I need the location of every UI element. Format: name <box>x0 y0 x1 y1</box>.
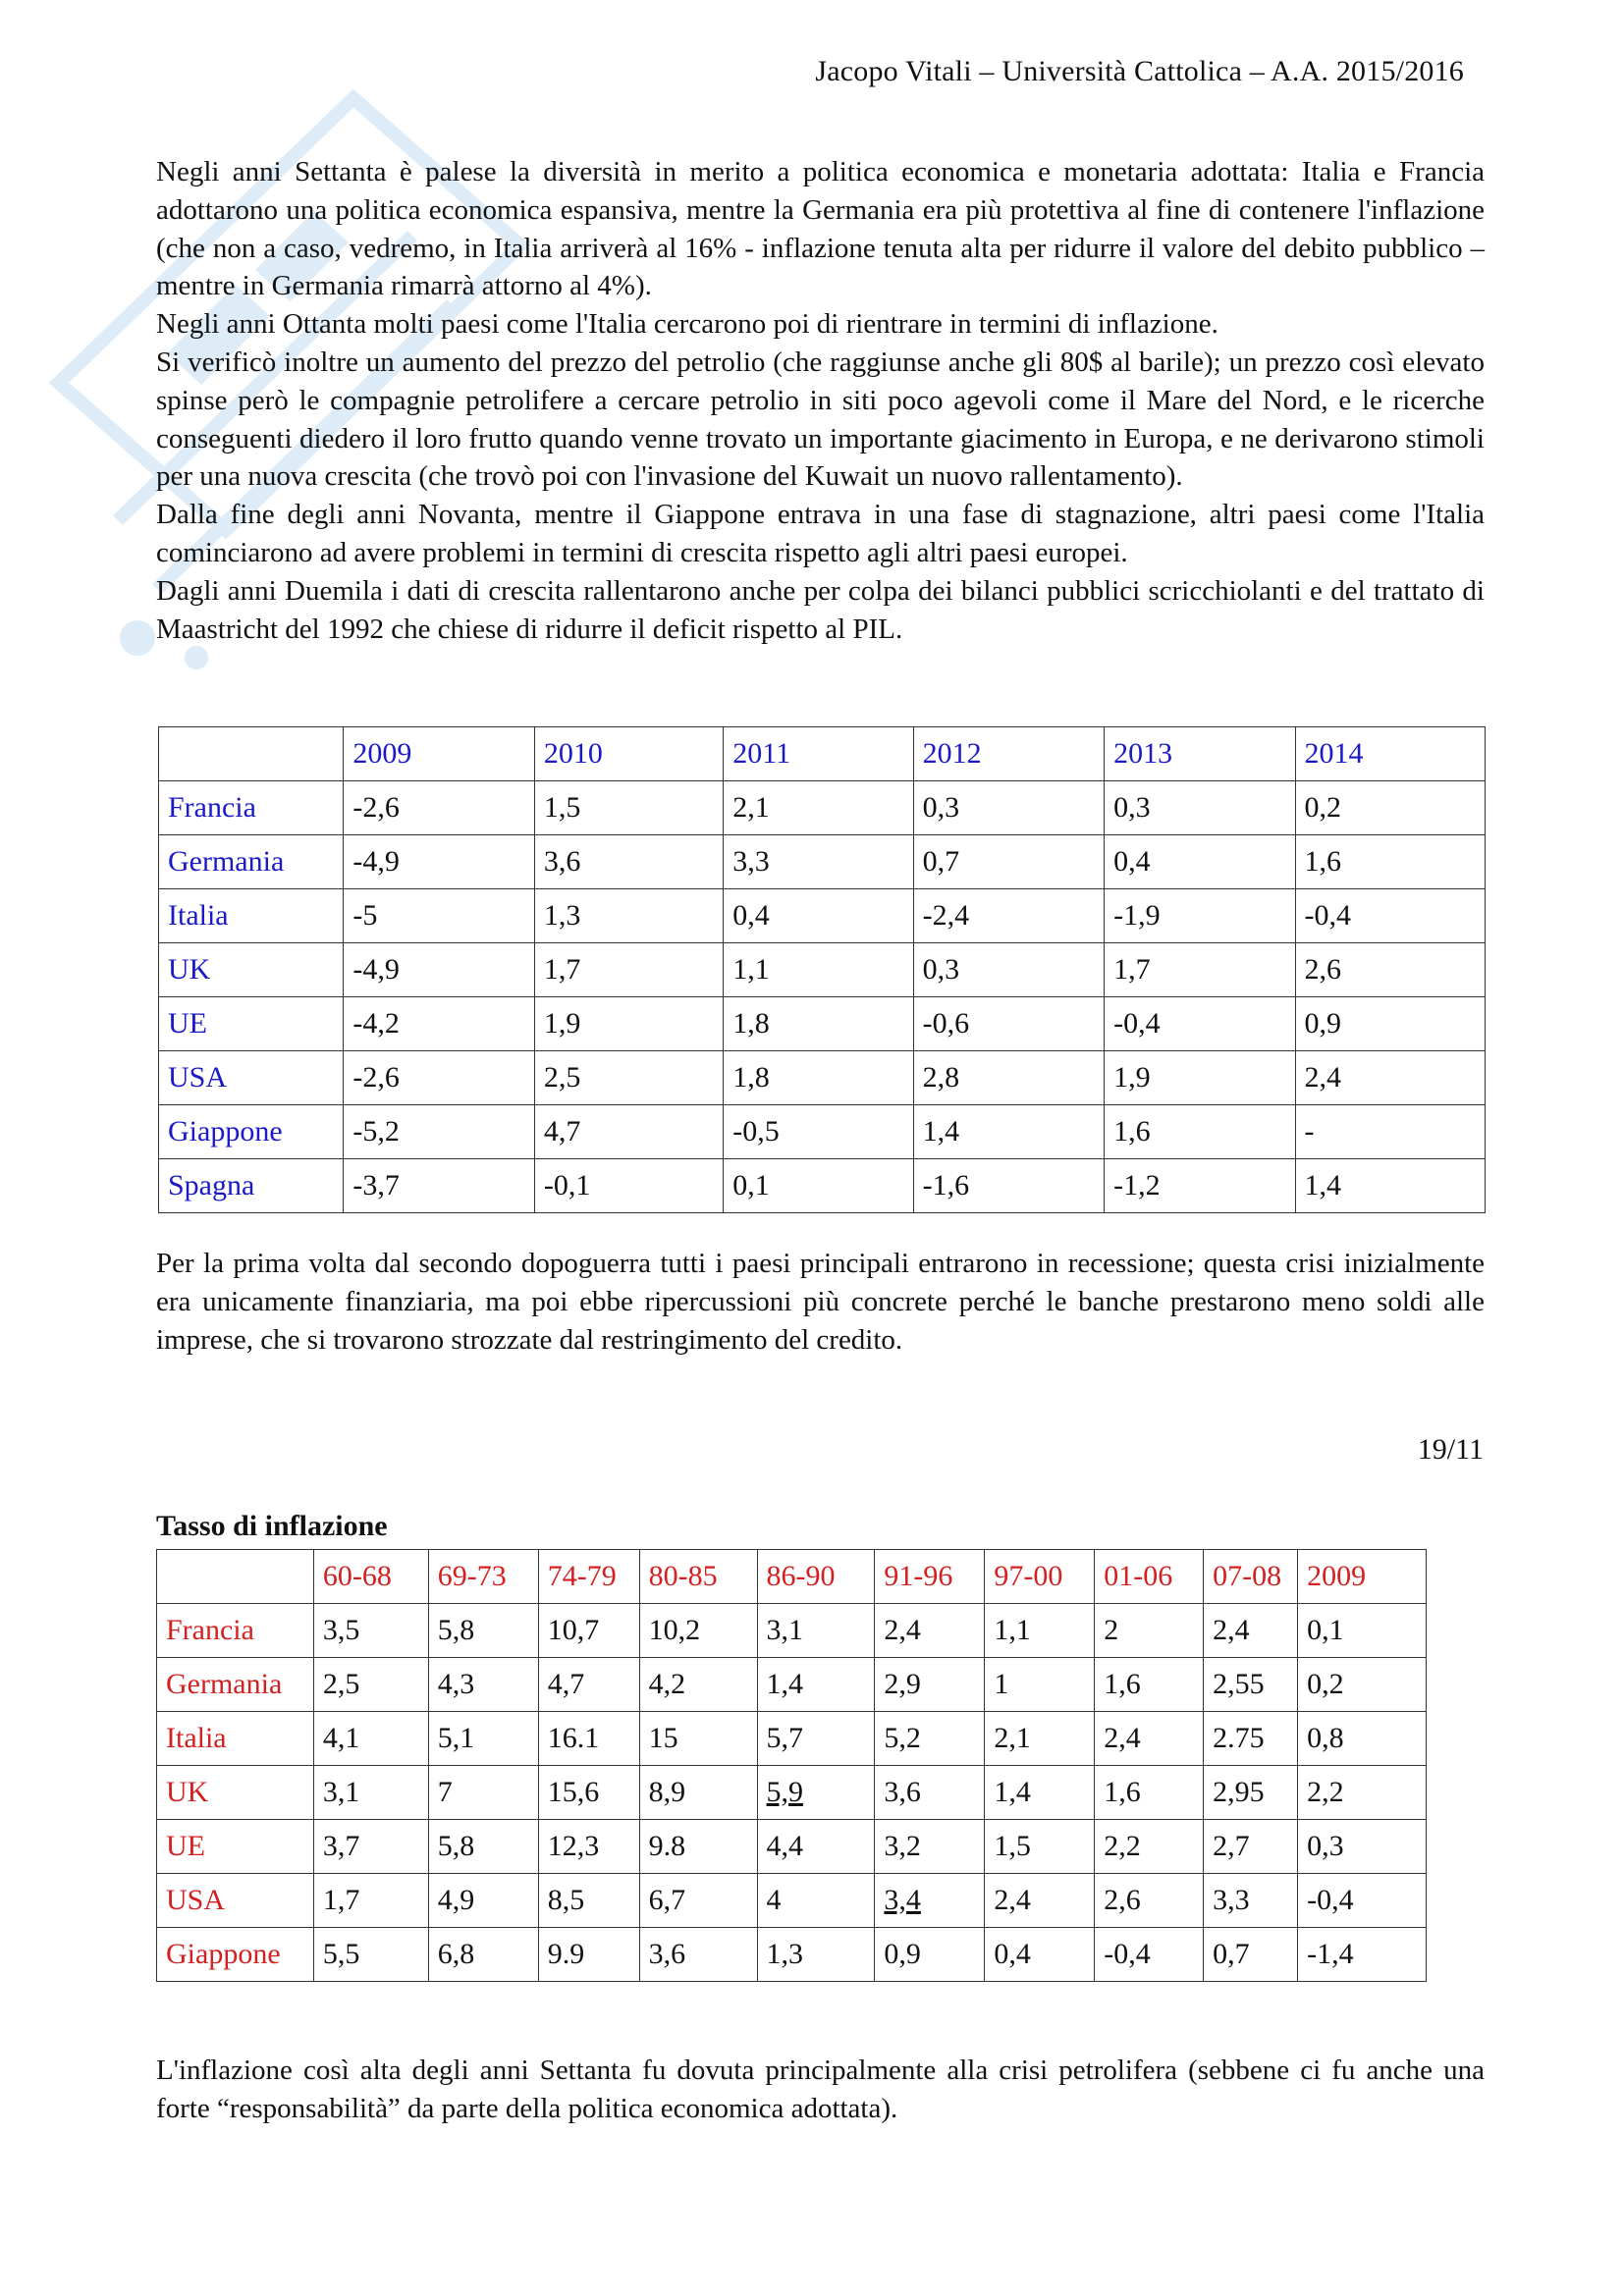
table-cell: 1,6 <box>1295 835 1485 889</box>
table-cell: 12,3 <box>538 1820 639 1874</box>
row-header: UK <box>159 943 344 997</box>
table-cell: 2,4 <box>985 1874 1095 1928</box>
table-row <box>157 1928 1427 1982</box>
table-cell: 0,2 <box>1298 1658 1427 1712</box>
table-cell: 2,2 <box>1298 1766 1427 1820</box>
table-cell: 2,4 <box>875 1604 985 1658</box>
table-corner-cell <box>159 727 344 781</box>
table-row <box>159 835 1486 889</box>
table-cell: 3,2 <box>875 1820 985 1874</box>
table-row <box>157 1604 1427 1658</box>
row-header: Germania <box>157 1658 314 1712</box>
recession-text <box>156 1245 1485 1359</box>
table-header-row <box>159 727 1486 781</box>
column-header: 80-85 <box>639 1550 757 1604</box>
table-cell: 3,5 <box>313 1604 428 1658</box>
table-cell: 5,2 <box>875 1712 985 1766</box>
table-cell: -1,4 <box>1298 1928 1427 1982</box>
table-cell: 1,3 <box>534 889 723 943</box>
table-cell: 1,8 <box>724 997 913 1051</box>
table-cell: 0,7 <box>913 835 1104 889</box>
table-cell: 2,2 <box>1095 1820 1204 1874</box>
row-header: UK <box>157 1766 314 1820</box>
growth-table <box>158 726 1486 1213</box>
table-cell: 0,7 <box>1204 1928 1298 1982</box>
row-header: Giappone <box>157 1928 314 1982</box>
table-cell: 1,1 <box>724 943 913 997</box>
table-cell: -0,4 <box>1095 1928 1204 1982</box>
table-cell: -0,5 <box>724 1105 913 1159</box>
table-cell: 1,4 <box>757 1658 875 1712</box>
inflation-table-title: Tasso di inflazione <box>156 1510 388 1542</box>
table-corner-cell <box>157 1550 314 1604</box>
table-row <box>159 997 1486 1051</box>
paragraph: L'inflazione così alta degli anni Settanta fu dovuta principalmente alla crisi petrolifera (sebbene ci fu anche una forte “responsabilità” da parte della politica economica adottata). <box>156 2055 1485 2124</box>
table-cell: 7 <box>428 1766 538 1820</box>
column-header: 01-06 <box>1095 1550 1204 1604</box>
column-header: 97-00 <box>985 1550 1095 1604</box>
table-cell: 2,55 <box>1204 1658 1298 1712</box>
column-header: 74-79 <box>538 1550 639 1604</box>
table-cell: 1,6 <box>1095 1766 1204 1820</box>
table-row <box>157 1820 1427 1874</box>
table-row <box>159 889 1486 943</box>
row-header: USA <box>159 1051 344 1105</box>
table-cell: 15 <box>639 1712 757 1766</box>
table-cell: 2,1 <box>985 1712 1095 1766</box>
column-header: 07-08 <box>1204 1550 1298 1604</box>
table-cell: 5,1 <box>428 1712 538 1766</box>
row-header: Germania <box>159 835 344 889</box>
table-cell: 4,4 <box>757 1820 875 1874</box>
table-cell: 2,4 <box>1204 1604 1298 1658</box>
table-row <box>159 1051 1486 1105</box>
table-cell: -4,9 <box>344 943 534 997</box>
row-header: UE <box>157 1820 314 1874</box>
paragraph: Negli anni Settanta è palese la diversità in merito a politica economica e monetaria adottata: Italia e Francia adottarono una politica economica espansiva, mentre la Germania era più protettiva al fine di contenere l'inflazione (che non a caso, vedremo, in Italia arriverà al 16% - inflazione tenuta alta per ridurre il valore del debito pubblico – mentre in Germania rimarrà attorno al 4%). <box>156 156 1485 302</box>
table-cell: 4,2 <box>639 1658 757 1712</box>
table-cell: -2,4 <box>913 889 1104 943</box>
table-cell: 1,9 <box>1105 1051 1295 1105</box>
row-header: Spagna <box>159 1159 344 1213</box>
inflation-text <box>156 2052 1485 2128</box>
table-cell: -1,6 <box>913 1159 1104 1213</box>
table-cell: 0,1 <box>724 1159 913 1213</box>
table-cell: -3,7 <box>344 1159 534 1213</box>
column-header: 91-96 <box>875 1550 985 1604</box>
table-cell: 5,8 <box>428 1604 538 1658</box>
table-cell: 4,7 <box>538 1658 639 1712</box>
table-row <box>159 1105 1486 1159</box>
table-cell: 0,9 <box>875 1928 985 1982</box>
paragraph: Dalla fine degli anni Novanta, mentre il Giappone entrava in una fase di stagnazione, altri paesi come l'Italia cominciarono ad avere problemi in termini di crescita rispetto agli altri paesi europei. <box>156 499 1485 568</box>
table-cell: 0,3 <box>913 943 1104 997</box>
table-cell: 6,7 <box>639 1874 757 1928</box>
table-cell: 4 <box>757 1874 875 1928</box>
column-header: 2013 <box>1105 727 1295 781</box>
table-cell: 5,9 <box>757 1766 875 1820</box>
column-header: 2009 <box>1298 1550 1427 1604</box>
paragraph: Per la prima volta dal secondo dopoguerra tutti i paesi principali entrarono in recessione; questa crisi inizialmente era unicamente finanziaria, ma poi ebbe ripercussioni più concrete perché le banche prestarono meno soldi alle imprese, che si trovarono strozzate dal restringimento del credito. <box>156 1248 1485 1356</box>
lecture-date: 19/11 <box>1417 1433 1484 1466</box>
row-header: Francia <box>157 1604 314 1658</box>
table-cell: -5,2 <box>344 1105 534 1159</box>
table-row <box>159 943 1486 997</box>
table-cell: 2,5 <box>313 1658 428 1712</box>
table-cell: 1,7 <box>1105 943 1295 997</box>
table-cell: 1,6 <box>1095 1658 1204 1712</box>
row-header: UE <box>159 997 344 1051</box>
table-cell: 0,3 <box>1298 1820 1427 1874</box>
table-cell: 3,6 <box>639 1928 757 1982</box>
table-cell: 3,1 <box>757 1604 875 1658</box>
table-cell: 2,4 <box>1095 1712 1204 1766</box>
table-cell: -0,4 <box>1105 997 1295 1051</box>
table-cell: 2,4 <box>1295 1051 1485 1105</box>
table-cell: 1,7 <box>534 943 723 997</box>
row-header: Italia <box>159 889 344 943</box>
column-header: 2010 <box>534 727 723 781</box>
table-cell: 10,7 <box>538 1604 639 1658</box>
paragraph: Si verificò inoltre un aumento del prezzo del petrolio (che raggiunse anche gli 80$ al barile); un prezzo così elevato spinse però le compagnie petrolifere a cercare petrolio in siti poco agevoli come il Mare del Nord, e le ricerche conseguenti diedero il loro frutto quando venne trovato un importante giacimento in Europa, e ne derivarono stimoli per una nuova crescita (che trovò poi con l'invasione del Kuwait un nuovo rallentamento). <box>156 346 1485 493</box>
column-header: 86-90 <box>757 1550 875 1604</box>
table-cell: 1,9 <box>534 997 723 1051</box>
table-cell: 0,1 <box>1298 1604 1427 1658</box>
table-cell: 10,2 <box>639 1604 757 1658</box>
table-cell: 16.1 <box>538 1712 639 1766</box>
row-header: Francia <box>159 781 344 835</box>
table-cell: 3,1 <box>313 1766 428 1820</box>
table-cell: 3,7 <box>313 1820 428 1874</box>
table-cell: 5,8 <box>428 1820 538 1874</box>
table-cell: 9.9 <box>538 1928 639 1982</box>
table-cell: 2 <box>1095 1604 1204 1658</box>
table-cell: -1,9 <box>1105 889 1295 943</box>
table-cell: 1,5 <box>985 1820 1095 1874</box>
table-cell: -0,1 <box>534 1159 723 1213</box>
table-row <box>157 1712 1427 1766</box>
column-header: 60-68 <box>313 1550 428 1604</box>
table-header-row <box>157 1550 1427 1604</box>
table-row <box>157 1658 1427 1712</box>
table-cell: 1,4 <box>913 1105 1104 1159</box>
table-cell: 0,4 <box>985 1928 1095 1982</box>
paragraph: Dagli anni Duemila i dati di crescita rallentarono anche per colpa dei bilanci pubblici scricchiolanti e del trattato di Maastricht del 1992 che chiese di ridurre il deficit rispetto al PIL. <box>156 574 1485 645</box>
table-cell: 0,2 <box>1295 781 1485 835</box>
table-cell: 2,6 <box>1295 943 1485 997</box>
table-cell: 2,1 <box>724 781 913 835</box>
row-header: USA <box>157 1874 314 1928</box>
table-cell: 0,9 <box>1295 997 1485 1051</box>
table-cell: 4,9 <box>428 1874 538 1928</box>
table-cell: 0,3 <box>1105 781 1295 835</box>
table-cell: -0,6 <box>913 997 1104 1051</box>
table-cell: 1,1 <box>985 1604 1095 1658</box>
table-cell: 5,5 <box>313 1928 428 1982</box>
table-cell: 3,3 <box>1204 1874 1298 1928</box>
table-cell: - <box>1295 1105 1485 1159</box>
table-cell: 3,6 <box>875 1766 985 1820</box>
table-cell: 0,4 <box>724 889 913 943</box>
table-cell: 4,3 <box>428 1658 538 1712</box>
table-cell: 15,6 <box>538 1766 639 1820</box>
inflation-table <box>156 1549 1427 1982</box>
table-cell: 0,4 <box>1105 835 1295 889</box>
table-cell: 3,3 <box>724 835 913 889</box>
table-cell: 2,6 <box>1095 1874 1204 1928</box>
column-header: 2009 <box>344 727 534 781</box>
paragraph: Negli anni Ottanta molti paesi come l'Italia cercarono poi di rientrare in termini di inflazione. <box>156 308 1218 341</box>
table-cell: 9.8 <box>639 1820 757 1874</box>
column-header: 2012 <box>913 727 1104 781</box>
table-cell: -1,2 <box>1105 1159 1295 1213</box>
column-header: 2011 <box>724 727 913 781</box>
table-cell: -2,6 <box>344 781 534 835</box>
table-cell: 1 <box>985 1658 1095 1712</box>
table-cell: -4,9 <box>344 835 534 889</box>
page-header: Jacopo Vitali – Università Cattolica – A.A. 2015/2016 <box>815 55 1464 87</box>
intro-text <box>156 153 1485 648</box>
table-cell: 1,3 <box>757 1928 875 1982</box>
table-cell: 3,6 <box>534 835 723 889</box>
table-cell: -5 <box>344 889 534 943</box>
table-cell: 1,4 <box>985 1766 1095 1820</box>
table-row <box>157 1766 1427 1820</box>
table-cell: 1,7 <box>313 1874 428 1928</box>
table-cell: 3,4 <box>875 1874 985 1928</box>
table-cell: 4,7 <box>534 1105 723 1159</box>
table-cell: 2.75 <box>1204 1712 1298 1766</box>
table-cell: -2,6 <box>344 1051 534 1105</box>
table-cell: 6,8 <box>428 1928 538 1982</box>
table-row <box>159 1159 1486 1213</box>
row-header: Giappone <box>159 1105 344 1159</box>
table-cell: 1,5 <box>534 781 723 835</box>
table-cell: 2,7 <box>1204 1820 1298 1874</box>
table-cell: 8,9 <box>639 1766 757 1820</box>
table-cell: 2,95 <box>1204 1766 1298 1820</box>
row-header: Italia <box>157 1712 314 1766</box>
column-header: 2014 <box>1295 727 1485 781</box>
table-row <box>159 781 1486 835</box>
table-cell: 0,3 <box>913 781 1104 835</box>
table-cell: 1,6 <box>1105 1105 1295 1159</box>
table-cell: -4,2 <box>344 997 534 1051</box>
table-cell: -0,4 <box>1295 889 1485 943</box>
table-cell: 2,8 <box>913 1051 1104 1105</box>
table-row <box>157 1874 1427 1928</box>
column-header: 69-73 <box>428 1550 538 1604</box>
table-cell: 4,1 <box>313 1712 428 1766</box>
table-cell: 2,9 <box>875 1658 985 1712</box>
table-cell: 8,5 <box>538 1874 639 1928</box>
table-cell: 1,4 <box>1295 1159 1485 1213</box>
table-cell: 2,5 <box>534 1051 723 1105</box>
table-cell: -0,4 <box>1298 1874 1427 1928</box>
table-cell: 0,8 <box>1298 1712 1427 1766</box>
table-cell: 5,7 <box>757 1712 875 1766</box>
table-cell: 1,8 <box>724 1051 913 1105</box>
